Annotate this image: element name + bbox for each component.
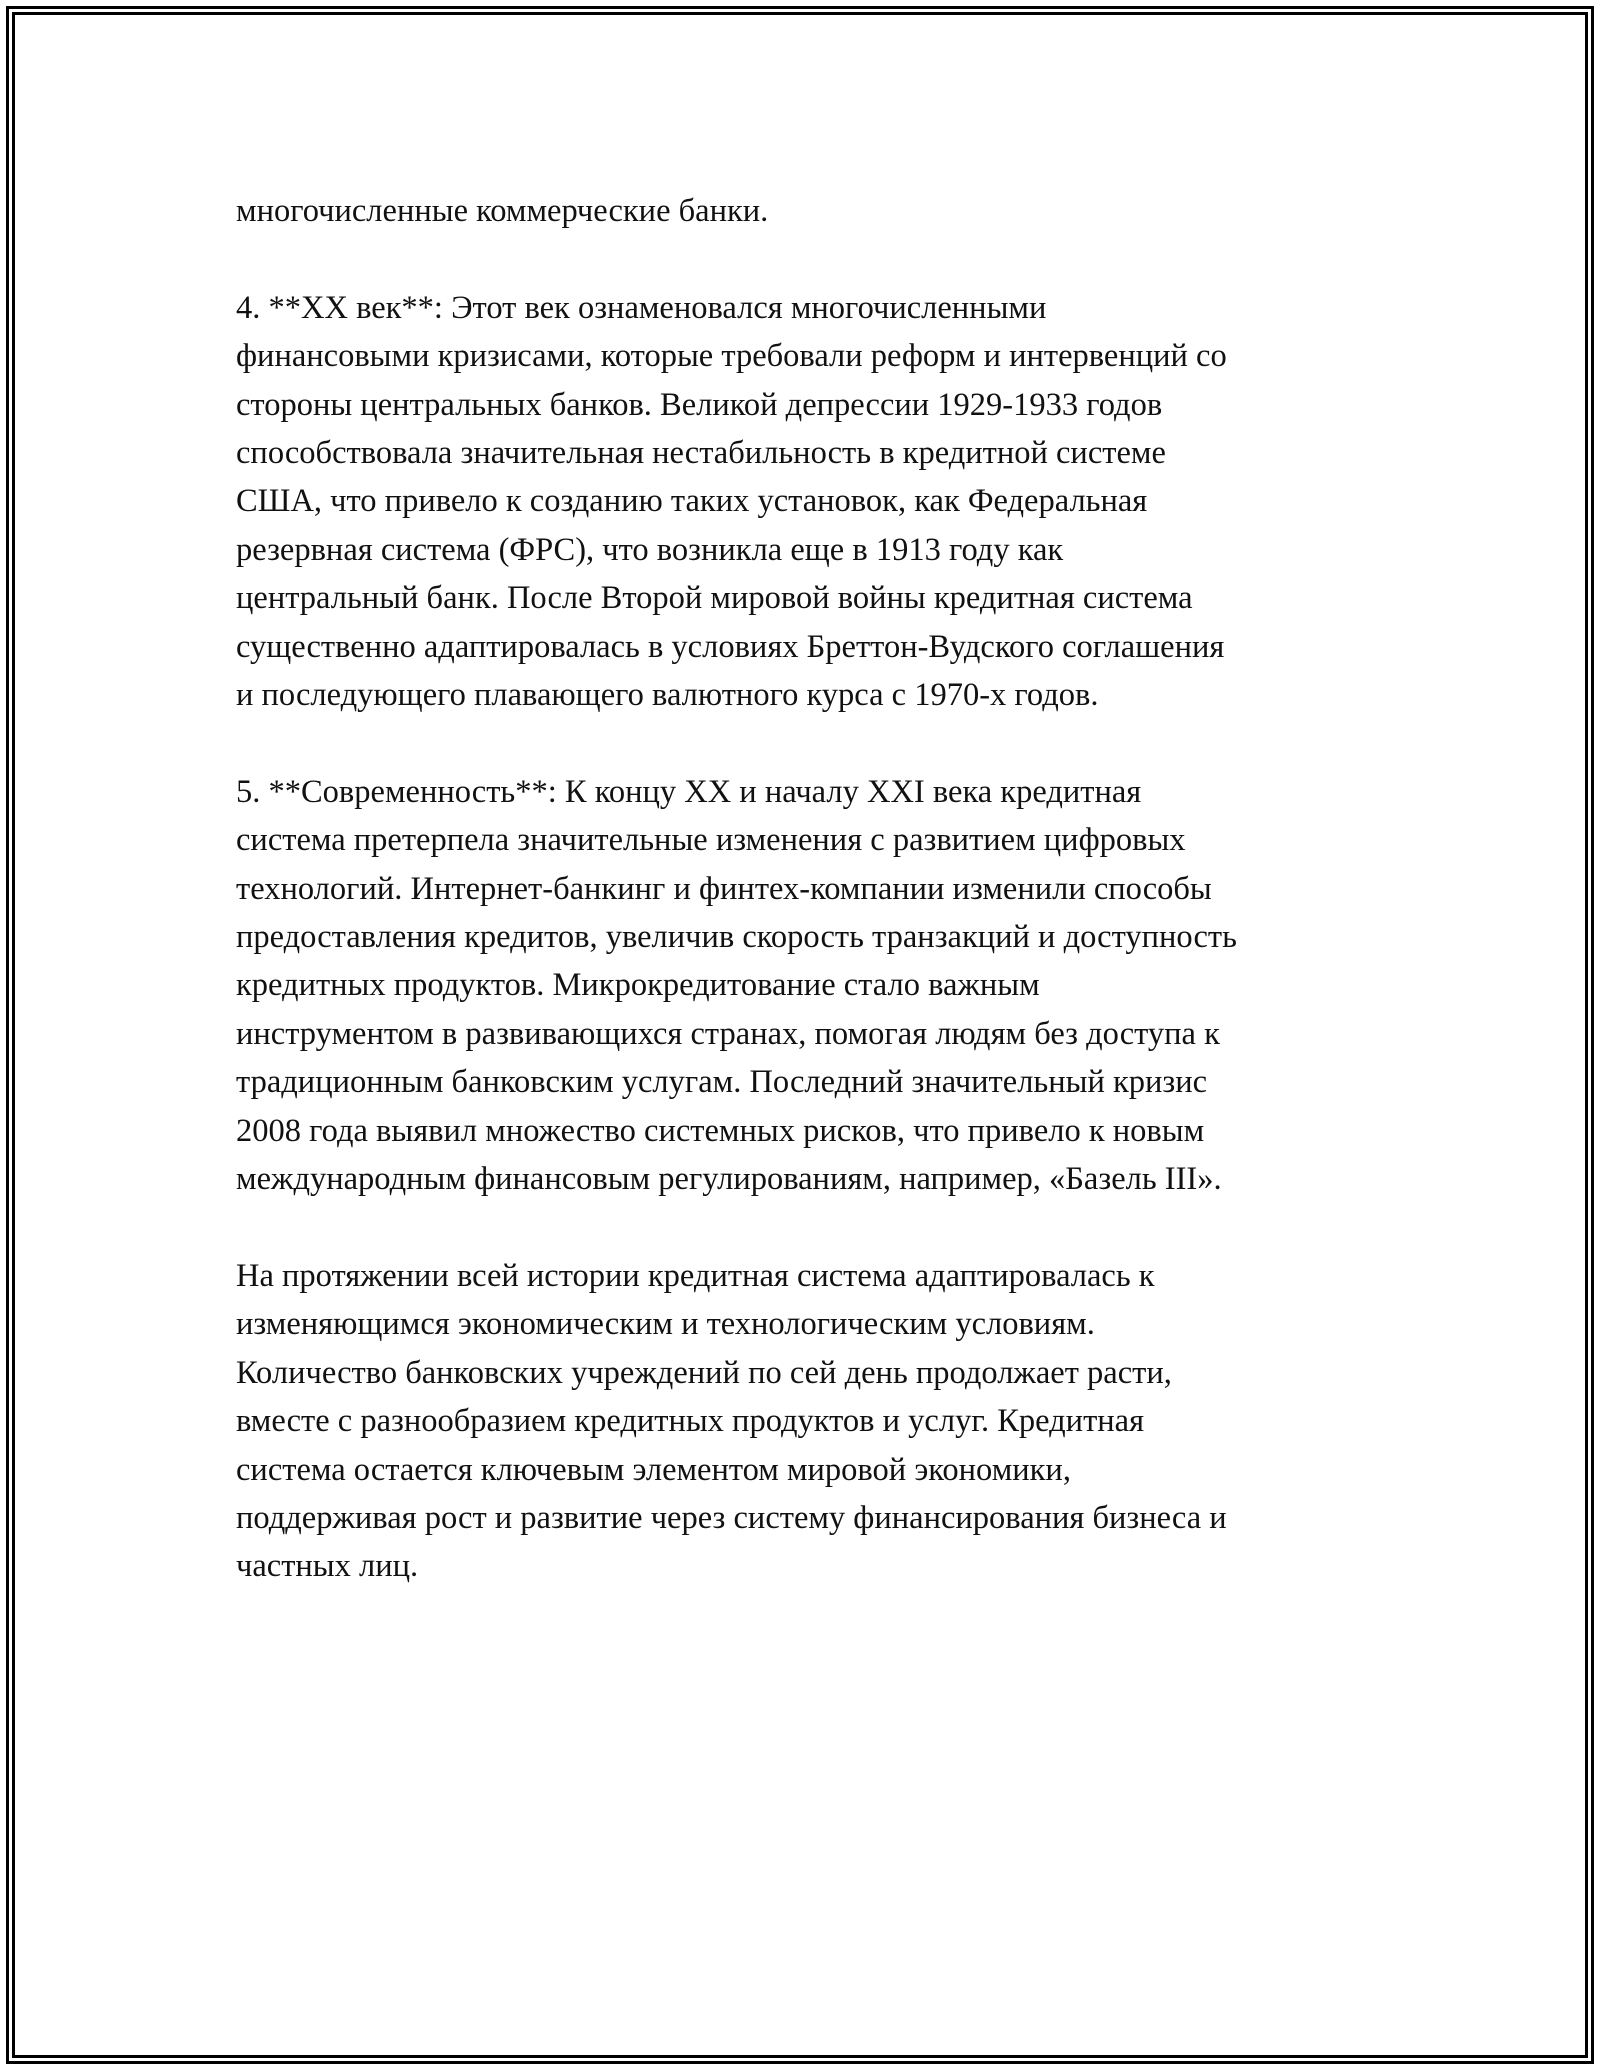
text-line: Количество банковских учреждений по сей день продолжает расти, bbox=[236, 1354, 1172, 1391]
text-line: 2008 года выявил множество системных рисков, что привело к новым bbox=[236, 1112, 1205, 1149]
text-line: На протяжении всей истории кредитная система адаптировалась к bbox=[236, 1257, 1155, 1294]
text-line: система претерпела значительные изменения с развитием цифровых bbox=[236, 822, 1186, 859]
text-line: предоставления кредитов, увеличив скорость транзакций и доступность bbox=[236, 919, 1237, 956]
text-line: инструментом в развивающихся странах, помогая людям без доступа к bbox=[236, 1015, 1220, 1052]
text-line: финансовыми кризисами, которые требовали реформ и интервенций со bbox=[236, 338, 1227, 375]
text-line: стороны центральных банков. Великой депрессии 1929-1933 годов bbox=[236, 386, 1163, 423]
text-line: США, что привело к созданию таких установок, как Федеральная bbox=[236, 483, 1148, 520]
text-line: система остается ключевым элементом мировой экономики, bbox=[236, 1451, 1071, 1488]
text-line: и последующего плавающего валютного курса с 1970-х годов. bbox=[236, 677, 1099, 714]
text-line: изменяющимся экономическим и технологическим условиям. bbox=[236, 1306, 1095, 1343]
paragraph-spacer bbox=[236, 1204, 1366, 1252]
text-line: резервная система (ФРС), что возникла еще в 1913 году как bbox=[236, 531, 1064, 568]
text-line: 5. **Современность**: К концу XX и началу XXI века кредитная bbox=[236, 773, 1142, 810]
text-line: центральный банк. После Второй мировой войны кредитная система bbox=[236, 580, 1193, 617]
document-body bbox=[236, 187, 1366, 1591]
paragraph-spacer bbox=[236, 719, 1366, 767]
text-line: существенно адаптировалась в условиях Бреттон-Вудского соглашения bbox=[236, 628, 1225, 665]
paragraph-conclusion bbox=[236, 1252, 1366, 1591]
text-line: 4. **XX век**: Этот век ознаменовался многочисленными bbox=[236, 289, 1047, 326]
text-line: поддерживая рост и развитие через систему финансирования бизнеса и bbox=[236, 1499, 1227, 1536]
text-line: многочисленные коммерческие банки. bbox=[236, 193, 769, 229]
text-line: технологий. Интернет-банкинг и финтех-компании изменили способы bbox=[236, 870, 1212, 907]
text-line: традиционным банковским услугам. Последний значительный кризис bbox=[236, 1064, 1208, 1101]
paragraph-item-5 bbox=[236, 768, 1366, 1204]
text-line: вместе с разнообразием кредитных продуктов и услуг. Кредитная bbox=[236, 1403, 1145, 1440]
paragraph-continuation bbox=[236, 187, 1366, 235]
text-line: кредитных продуктов. Микрокредитование стало важным bbox=[236, 967, 1040, 1004]
paragraph-item-4 bbox=[236, 284, 1366, 720]
text-line: международным финансовым регулированиям, например, «Базель III». bbox=[236, 1161, 1222, 1198]
text-line: частных лиц. bbox=[236, 1548, 419, 1585]
text-line: способствовала значительная нестабильность в кредитной системе bbox=[236, 435, 1166, 472]
paragraph-spacer bbox=[236, 235, 1366, 283]
